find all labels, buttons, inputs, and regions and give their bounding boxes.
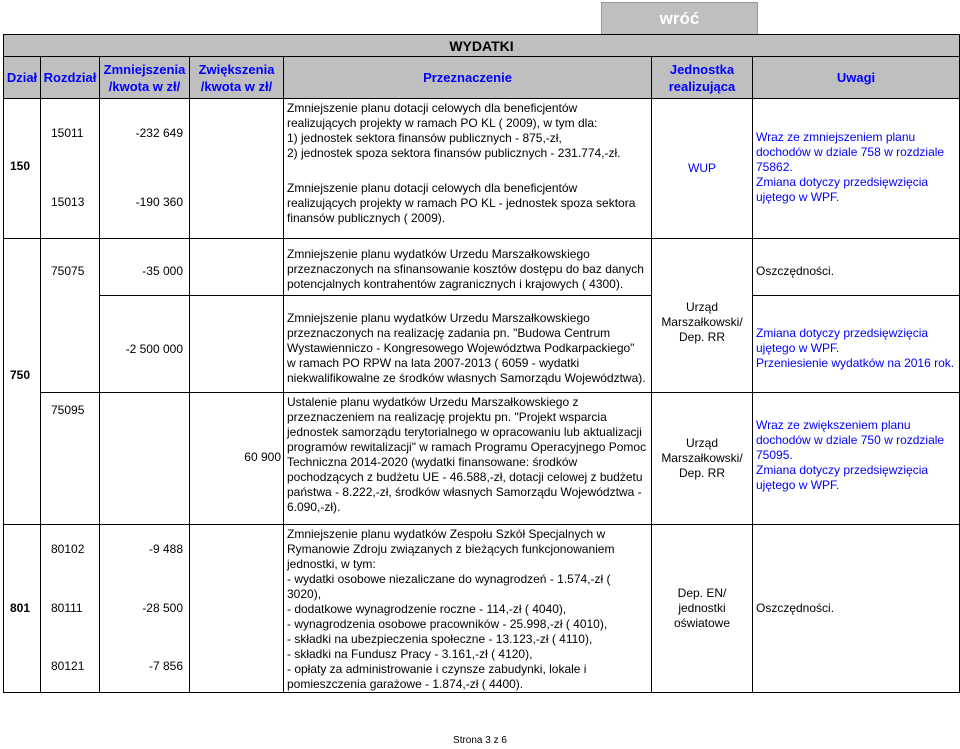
jednostka-value: Dep. EN/ jednostki oświatowe <box>673 586 731 630</box>
uwagi-cell <box>752 525 960 693</box>
uwagi-cell <box>752 239 960 296</box>
uwagi-text: Oszczędności. <box>756 264 835 278</box>
header-zwiekszenia: Zwiększenia /kwota w zł/ <box>189 56 283 99</box>
zmniejszenie-value: -28 500 <box>142 601 183 615</box>
rozdzial-value: 80111 <box>51 601 83 615</box>
zwiekszenia-cell <box>189 393 283 525</box>
rozdzial-value: 15011 <box>51 126 84 140</box>
rozdzial-value: 75095 <box>51 403 85 417</box>
zwiekszenia-cell <box>189 239 283 296</box>
uwagi-text: Zmiana dotyczy przedsięwzięcia ujętego w WPF. Przeniesienie wydatków na 2016 rok. <box>756 326 955 370</box>
rozdzial-cell <box>40 525 99 693</box>
dzial-cell <box>3 525 40 693</box>
zmniejszenia-cell <box>99 239 189 296</box>
zmniejszenie-value: -7 856 <box>148 659 183 673</box>
uwagi-text: Wraz ze zwiększeniem planu dochodów w dziale 750 w rozdziale 75095. Zmiana dotyczy przedsięwzięcia ujętego w WPF. <box>756 418 945 492</box>
przeznaczenie-cell <box>283 525 651 693</box>
jednostka-cell <box>651 99 752 239</box>
zmniejszenie-value: -232 649 <box>135 126 183 140</box>
zmniejszenie-value: -2 500 000 <box>125 342 183 356</box>
header-rozdzial: Rozdział <box>40 56 99 99</box>
zwiekszenia-cell <box>189 525 283 693</box>
back-button[interactable]: wróć <box>601 2 758 36</box>
rozdzial-value: 75075 <box>51 264 85 278</box>
zmniejszenia-cell <box>99 99 189 239</box>
jednostka-cell <box>651 393 752 525</box>
uwagi-cell <box>752 99 960 239</box>
jednostka-value: Urząd Marszałkowski/ Dep. RR <box>661 300 743 344</box>
przeznaczenie-text: Ustalenie planu wydatków Urzedu Marszałkowskiego z przeznaczeniem na realizację projektu pn. "Projekt wsparcia jednostek samorządu terytorialnego w opracowaniu lub aktualizacji programów rewitalizacji" w ramach Programu Operacyjnego Pomoc Techniczna 2014-2020 (wydatki finansowane: środków pochodzących z budżetu UE - 46.588,-zł, dotacji celowej z budżetu państwa - 8.222,-zł, środków własnych Samorządu Województwa - 6.090,-zł). <box>287 395 647 514</box>
przeznaczenie-text: Zmniejszenie planu wydatków Urzedu Marszałkowskiego przeznaczonych na realizację zadania pn. "Budowa Centrum Wystawienniczo - Kongresowego Województwa Podkarpackiego" w ramach PO RPW na lata 2007-2013 ( 6059 - wydatki niekwalifikowalne ze środków własnych Samorządu Województwa). <box>287 311 646 385</box>
przeznaczenie-cell <box>283 393 651 525</box>
zmniejszenie-value: -9 488 <box>148 542 183 556</box>
zmniejszenia-cell <box>99 296 189 393</box>
header-dzial: Dział <box>3 56 40 99</box>
przeznaczenie-text: Zmniejszenie planu wydatków Urzedu Marszałkowskiego przeznaczonych na sfinansowanie kosztów dostępu do baz danych potencjalnych kontrahentów zagranicznych i krajowych ( 4300). <box>287 247 644 291</box>
zmniejszenie-value: -35 000 <box>142 264 183 278</box>
zwiekszenie-value: 60 900 <box>244 450 281 464</box>
header-przeznaczenie: Przeznaczenie <box>283 56 651 99</box>
uwagi-text: Wraz ze zmniejszeniem planu dochodów w dziale 758 w rozdziale 75862. Zmiana dotyczy przedsięwzięcia ujętego w WPF. <box>756 130 945 204</box>
uwagi-text: Oszczędności. <box>756 601 835 615</box>
zmniejszenia-cell <box>99 525 189 693</box>
uwagi-cell <box>752 296 960 393</box>
jednostka-value: Urząd Marszałkowski/ Dep. RR <box>661 436 743 480</box>
jednostka-cell <box>651 525 752 693</box>
dzial-cell <box>3 239 40 525</box>
jednostka-value: WUP <box>688 161 716 175</box>
zmniejszenie-value: -190 360 <box>135 195 183 209</box>
dzial-value: 150 <box>10 159 31 173</box>
header-jednostka: Jednostka realizująca <box>651 56 752 99</box>
rozdzial-cell <box>40 239 99 393</box>
przeznaczenie-text: Zmniejszenie planu dotacji celowych dla beneficjentów realizujących projekty w ramach PO KL ( 2009), w tym dla: 1) jednostek sektora finansów publicznych - 875,-zł, 2) jednostek spoza sektora finansów publicznych - 231.774,-zł. <box>287 101 621 160</box>
dzial-cell <box>3 99 40 239</box>
header-uwagi: Uwagi <box>752 56 960 99</box>
jednostka-cell <box>651 239 752 393</box>
dzial-value: 801 <box>10 601 31 615</box>
zwiekszenia-cell <box>189 99 283 239</box>
zwiekszenia-cell <box>189 296 283 393</box>
dzial-value: 750 <box>10 368 31 382</box>
rozdzial-cell <box>40 393 99 525</box>
header-zmniejszenia: Zmniejszenia /kwota w zł/ <box>99 56 189 99</box>
table-title: WYDATKI <box>3 34 960 56</box>
page-number: Strona 3 z 6 <box>453 735 507 746</box>
przeznaczenie-text: Zmniejszenie planu dotacji celowych dla beneficjentów realizujących projekty w ramach PO KL - jednostek spoza sektora finansów publicznych ( 2009). <box>287 181 636 225</box>
rozdzial-value: 80102 <box>51 542 85 556</box>
uwagi-cell <box>752 393 960 525</box>
przeznaczenie-cell <box>283 239 651 296</box>
przeznaczenie-cell <box>283 296 651 393</box>
zmniejszenia-cell <box>99 393 189 525</box>
rozdzial-value: 80121 <box>51 659 85 673</box>
przeznaczenie-cell <box>283 99 651 239</box>
przeznaczenie-text: Zmniejszenie planu wydatków Zespołu Szkół Specjalnych w Rymanowie Zdroju związanych z bieżących funkcjonowaniem jednostki, w tym: - wydatki osobowe niezaliczane do wynagrodzeń - 1.574,-zł ( 3020), - dodatkowe wynagrodzenie roczne - 114,-zł ( 4040), - wynagrodzenia osobowe pracowników - 25.998,-zł ( 4010), - składki na ubezpieczenia społeczne - 13.123,-zł ( 4110), - składki na Fundusz Pracy - 3.161,-zł ( 4120), - opłaty za administrowanie i czynsze zabudynki, lokale i pomieszczenia garażowe - 1.874,-zł ( 4400). <box>287 527 615 691</box>
rozdzial-cell <box>40 99 99 239</box>
rozdzial-value: 15013 <box>51 195 85 209</box>
